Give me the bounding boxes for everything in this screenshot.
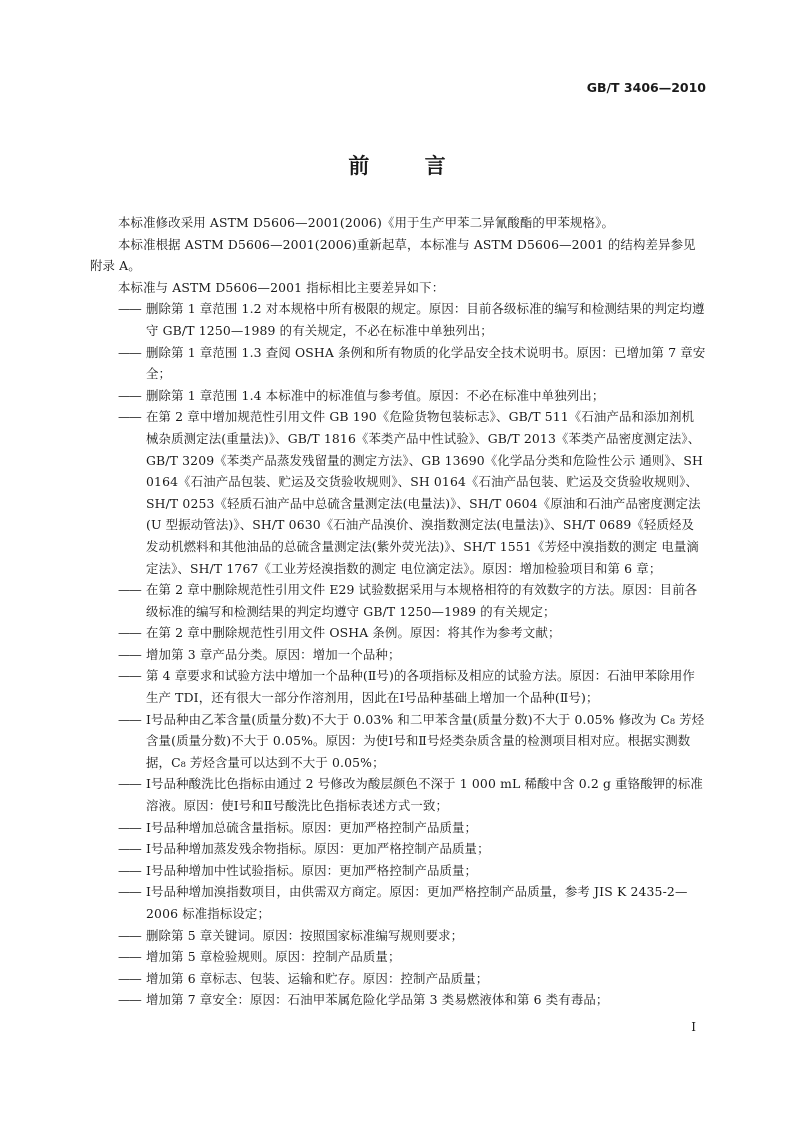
dash-marker: —— bbox=[118, 387, 141, 403]
list-item bbox=[118, 622, 706, 644]
dash-marker: —— bbox=[118, 711, 141, 727]
dash-marker: —— bbox=[118, 992, 141, 1008]
list-item bbox=[118, 342, 706, 385]
list-item bbox=[118, 406, 706, 579]
list-item bbox=[118, 946, 706, 968]
list-item-text: 删除第 1 章范围 1.3 查阅 OSHA 条例和所有物质的化学品安全技术说明书。原因：已增加第 7 章安全； bbox=[146, 344, 706, 382]
intro-paragraph: 本标准与 ASTM D5606—2001 指标相比主要差异如下： bbox=[118, 279, 445, 295]
list-item-text: 增加第 6 章标志、包装、运输和贮存。原因：控制产品质量； bbox=[146, 970, 489, 986]
list-item bbox=[118, 773, 706, 816]
dash-marker: —— bbox=[118, 927, 141, 943]
list-item bbox=[118, 298, 706, 341]
standard-number: GB/T 3406—2010 bbox=[586, 80, 706, 95]
dash-marker: —— bbox=[118, 582, 141, 598]
dash-marker: —— bbox=[118, 301, 141, 317]
list-item-text: Ⅰ号品种增加溴指数项目，由供需双方商定。原因：更加严格控制产品质量，参考 JIS K 2435-2—2006 标准指标设定； bbox=[146, 884, 688, 921]
dash-marker: —— bbox=[118, 970, 141, 986]
intro-paragraph: 本标准根据 ASTM D5606—2001(2006)重新起草，本标准与 ASTM D5606—2001 的结构差异参见附录 A。 bbox=[90, 236, 696, 274]
dash-marker: —— bbox=[118, 776, 141, 792]
list-item-text: Ⅰ号品种增加中性试验指标。原因：更加严格控制产品质量； bbox=[146, 862, 478, 878]
dash-marker: —— bbox=[118, 862, 141, 878]
dash-marker: —— bbox=[118, 949, 141, 965]
list-item-text: 增加第 5 章检验规则。原因：控制产品质量； bbox=[146, 949, 401, 965]
list-item bbox=[118, 838, 706, 860]
list-item bbox=[118, 385, 706, 407]
list-item bbox=[118, 968, 706, 990]
page-number: Ⅰ bbox=[691, 1020, 696, 1034]
list-item-text: 删除第 1 章范围 1.4 本标准中的标准值与参考值。原因：不必在标准中单独列出； bbox=[146, 387, 605, 403]
list-item-text: 在第 2 章中删除规范性引用文件 OSHA 条例。原因：将其作为参考文献； bbox=[146, 625, 561, 641]
list-item-text: 增加第 7 章安全：原因：石油甲苯属危险化学品第 3 类易燃液体和第 6 类有毒品； bbox=[146, 992, 609, 1008]
list-item-text: Ⅰ号品种由乙苯含量(质量分数)不大于 0.03% 和二甲苯含量(质量分数)不大于 0.05% 修改为 C₈ 芳烃含量(质量分数)不大于 0.05%。原因：为使Ⅰ号和Ⅱ号烃类杂质含量的检测项目相对应。根据实测数据，C₈ 芳烃含量可以达到不大于 0.05%； bbox=[146, 711, 705, 770]
list-item-text: 第 4 章要求和试验方法中增加一个品种(Ⅱ号)的各项指标及相应的试验方法。原因：石油甲苯除用作生产 TDI，还有很大一部分作溶剂用，因此在Ⅰ号品种基础上增加一个品种(Ⅱ号)； bbox=[146, 668, 695, 706]
list-item bbox=[118, 860, 706, 882]
page-title: 前 言 bbox=[348, 154, 470, 178]
dash-marker: —— bbox=[118, 409, 141, 425]
list-item bbox=[118, 709, 706, 774]
list-item bbox=[118, 665, 706, 708]
dash-marker: —— bbox=[118, 884, 141, 900]
list-item bbox=[118, 925, 706, 947]
dash-marker: —— bbox=[118, 625, 141, 641]
dash-marker: —— bbox=[118, 841, 141, 857]
list-item-text: 在第 2 章中删除规范性引用文件 E29 试验数据采用与本规格相符的有效数字的方法。原因：目前各级标准的编写和检测结果的判定均遵守 GB/T 1250—1989 的有关规定； bbox=[146, 582, 698, 619]
list-item-text: 增加第 3 章产品分类。原因：增加一个品种； bbox=[146, 646, 401, 662]
list-item-text: Ⅰ号品种增加总硫含量指标。原因：更加严格控制产品质量； bbox=[146, 819, 478, 835]
list-item bbox=[118, 817, 706, 839]
list-item-text: 删除第 5 章关键词。原因：按照国家标准编写规则要求； bbox=[146, 927, 464, 943]
dash-marker: —— bbox=[118, 819, 141, 835]
list-item-text: 删除第 1 章范围 1.2 对本规格中所有极限的规定。原因：目前各级标准的编写和检测结果的判定均遵守 GB/T 1250—1989 的有关规定，不必在标准中单独列出； bbox=[146, 301, 705, 338]
intro-paragraph: 本标准修改采用 ASTM D5606—2001(2006)《用于生产甲苯二异氰酸酯的甲苯规格》。 bbox=[118, 215, 615, 230]
list-item-text: 在第 2 章中增加规范性引用文件 GB 190《危险货物包装标志》、GB/T 511《石油产品和添加剂机械杂质测定法(重量法)》、GB/T 1816《苯类产品中性试验》、GB/T 2013《苯类产品密度测定法》、GB/T 3209《苯类产品蒸发残留量的测定方法》、GB 13690《化学品分类和危险性公示 通则》、SH 0164《石油产品包装、贮运及交货验收规则》、SH 0164《石油产品包装、贮运及交货验收规则》、SH/T 0253《轻质石油产品中总硫含量测定法(电量法)》、SH/T 0604《原油和石油产品密度测定法(U 型振动管法)》、SH/T 0630《石油产品溴价、溴指数测定法(电量法)》、SH/T 0689《轻质烃及发动机燃料和其他油品的总硫含量测定法(紫外荧光法)》、SH/T 1551《芳烃中溴指数的测定 电量滴定法》、SH/T 1767《工业芳烃溴指数的测定 电位滴定法》。原因：增加检验项目和第 6 章； bbox=[146, 409, 703, 576]
list-item bbox=[118, 579, 706, 622]
list-item bbox=[118, 881, 706, 924]
document-body bbox=[90, 212, 706, 1011]
list-item bbox=[118, 644, 706, 666]
list-item bbox=[118, 989, 706, 1011]
dash-marker: —— bbox=[118, 344, 141, 360]
list-item-text: Ⅰ号品种增加蒸发残余物指标。原因：更加严格控制产品质量； bbox=[146, 841, 490, 857]
difference-list bbox=[118, 298, 706, 1011]
dash-marker: —— bbox=[118, 668, 141, 684]
dash-marker: —— bbox=[118, 646, 141, 662]
list-item-text: Ⅰ号品种酸洗比色指标由通过 2 号修改为酸层颜色不深于 1 000 mL 稀酸中含 0.2 g 重铬酸钾的标准溶液。原因：使Ⅰ号和Ⅱ号酸洗比色指标表述方式一致； bbox=[146, 776, 703, 814]
